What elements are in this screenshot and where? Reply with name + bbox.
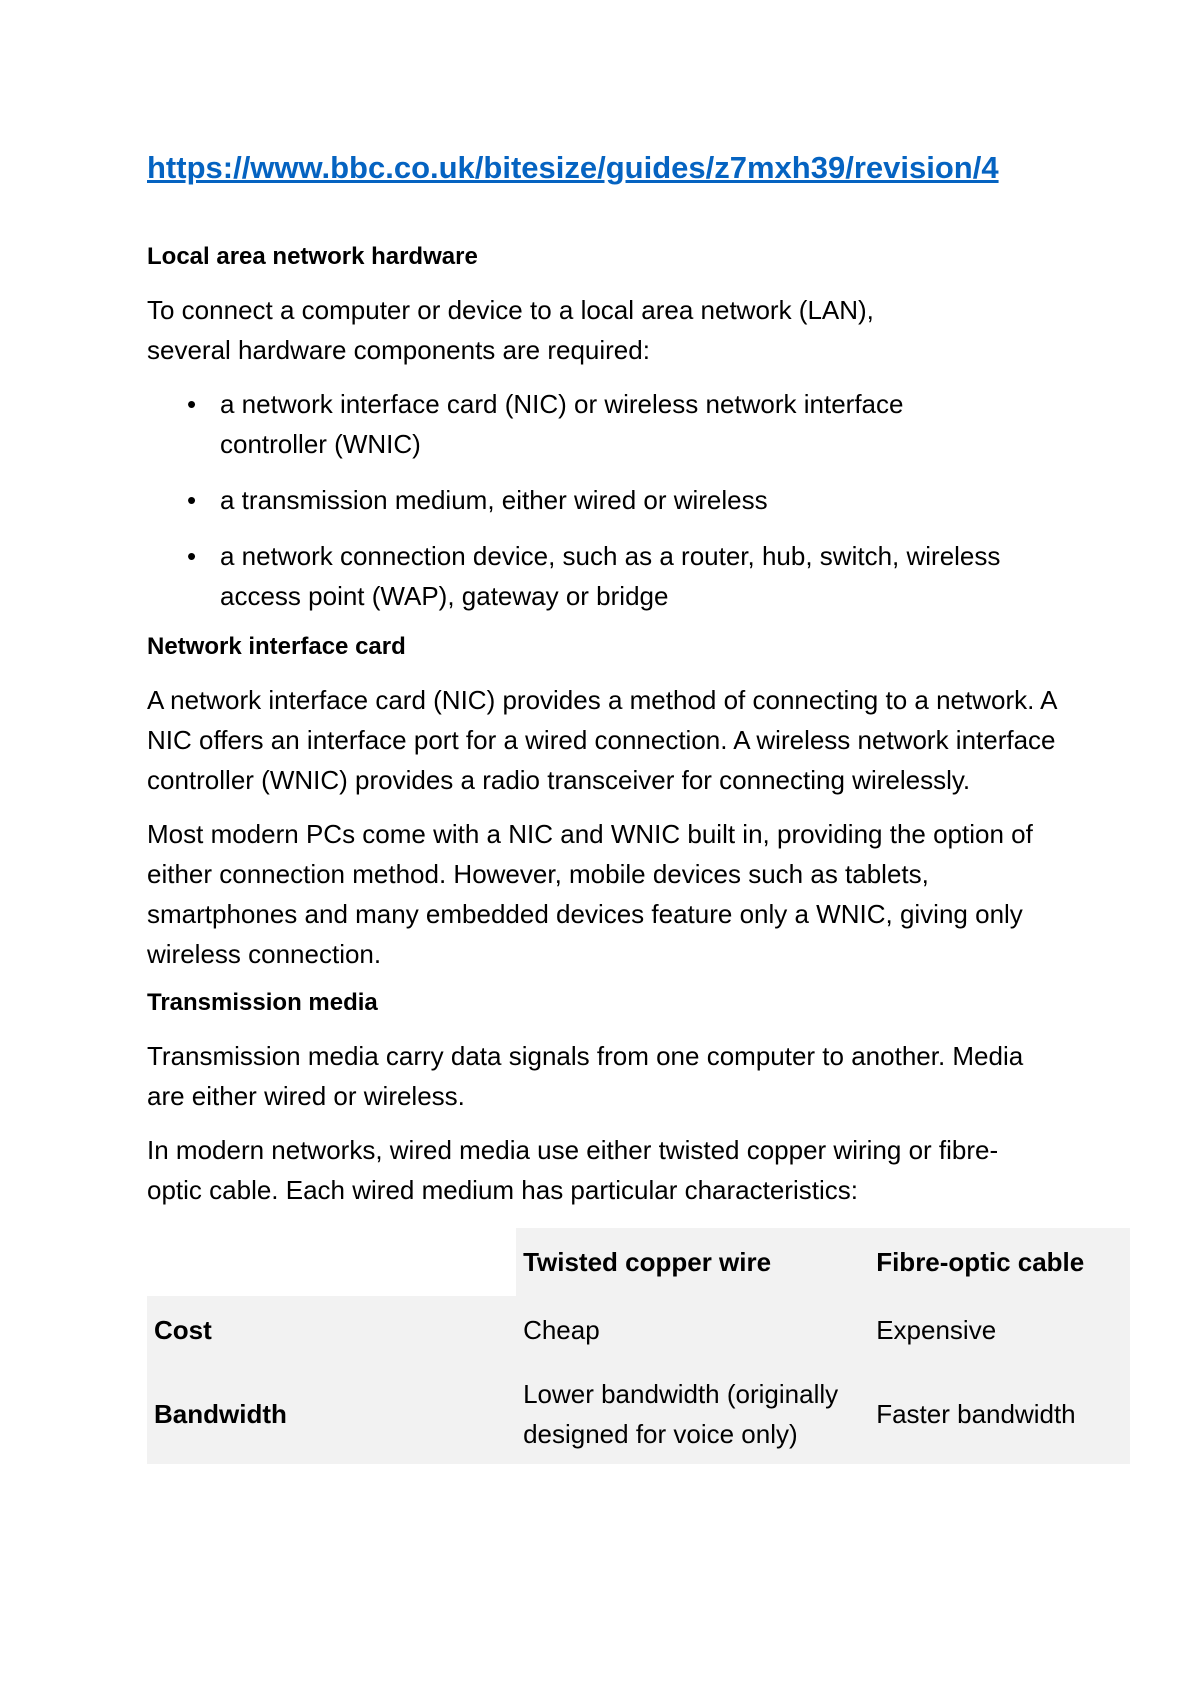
hardware-list: [147, 384, 1047, 616]
nic-paragraph-2: Most modern PCs come with a NIC and WNIC built in, providing the option of either connection method. However, mobile devices such as tablets, smartphones and many embedded devices feature only a WNIC, giving only wireless connection.: [147, 819, 1033, 969]
source-link[interactable]: https://www.bbc.co.uk/bitesize/guides/z7mxh39/revision/4: [147, 150, 999, 185]
list-item: • a network connection device, such as a router, hub, switch, wireless access point (WAP), gateway or bridge: [147, 536, 1047, 616]
table-cell: Faster bandwidth: [876, 1399, 1076, 1429]
media-paragraph-2: In modern networks, wired media use either twisted copper wiring or fibre-optic cable. Each wired medium has particular characteristics:: [147, 1135, 999, 1205]
media-paragraph-1: Transmission media carry data signals from one computer to another. Media are either wired or wireless.: [147, 1041, 1024, 1111]
table-cell: Lower bandwidth (originally designed for voice only): [523, 1379, 839, 1449]
table-row: [147, 1296, 1130, 1364]
table-cell: Expensive: [876, 1315, 997, 1345]
table-header-row: [147, 1228, 1130, 1296]
heading-media: Transmission media: [147, 989, 378, 1016]
heading-lan: Local area network hardware: [147, 243, 478, 270]
table-row: [147, 1364, 1130, 1464]
table-header-cell: [147, 1228, 516, 1296]
nic-paragraph-1: A network interface card (NIC) provides a method of connecting to a network. A NIC offers an interface port for a wired connection. A wireless network interface controller (WNIC) provides a radio transceiver for connecting wirelessly.: [147, 685, 1057, 795]
list-item: • a network interface card (NIC) or wireless network interface controller (WNIC): [147, 384, 980, 464]
lan-intro: To connect a computer or device to a local area network (LAN), several hardware components are required:: [147, 295, 874, 365]
table-row-label: Bandwidth: [154, 1399, 287, 1429]
table-header-cell: Fibre-optic cable: [876, 1247, 1085, 1277]
list-item: • a transmission medium, either wired or wireless: [147, 480, 1047, 520]
media-comparison-table: [147, 1228, 1130, 1464]
table-header-cell: Twisted copper wire: [523, 1247, 772, 1277]
table-cell: Cheap: [523, 1315, 600, 1345]
heading-nic: Network interface card: [147, 633, 406, 660]
table-row-label: Cost: [154, 1315, 212, 1345]
